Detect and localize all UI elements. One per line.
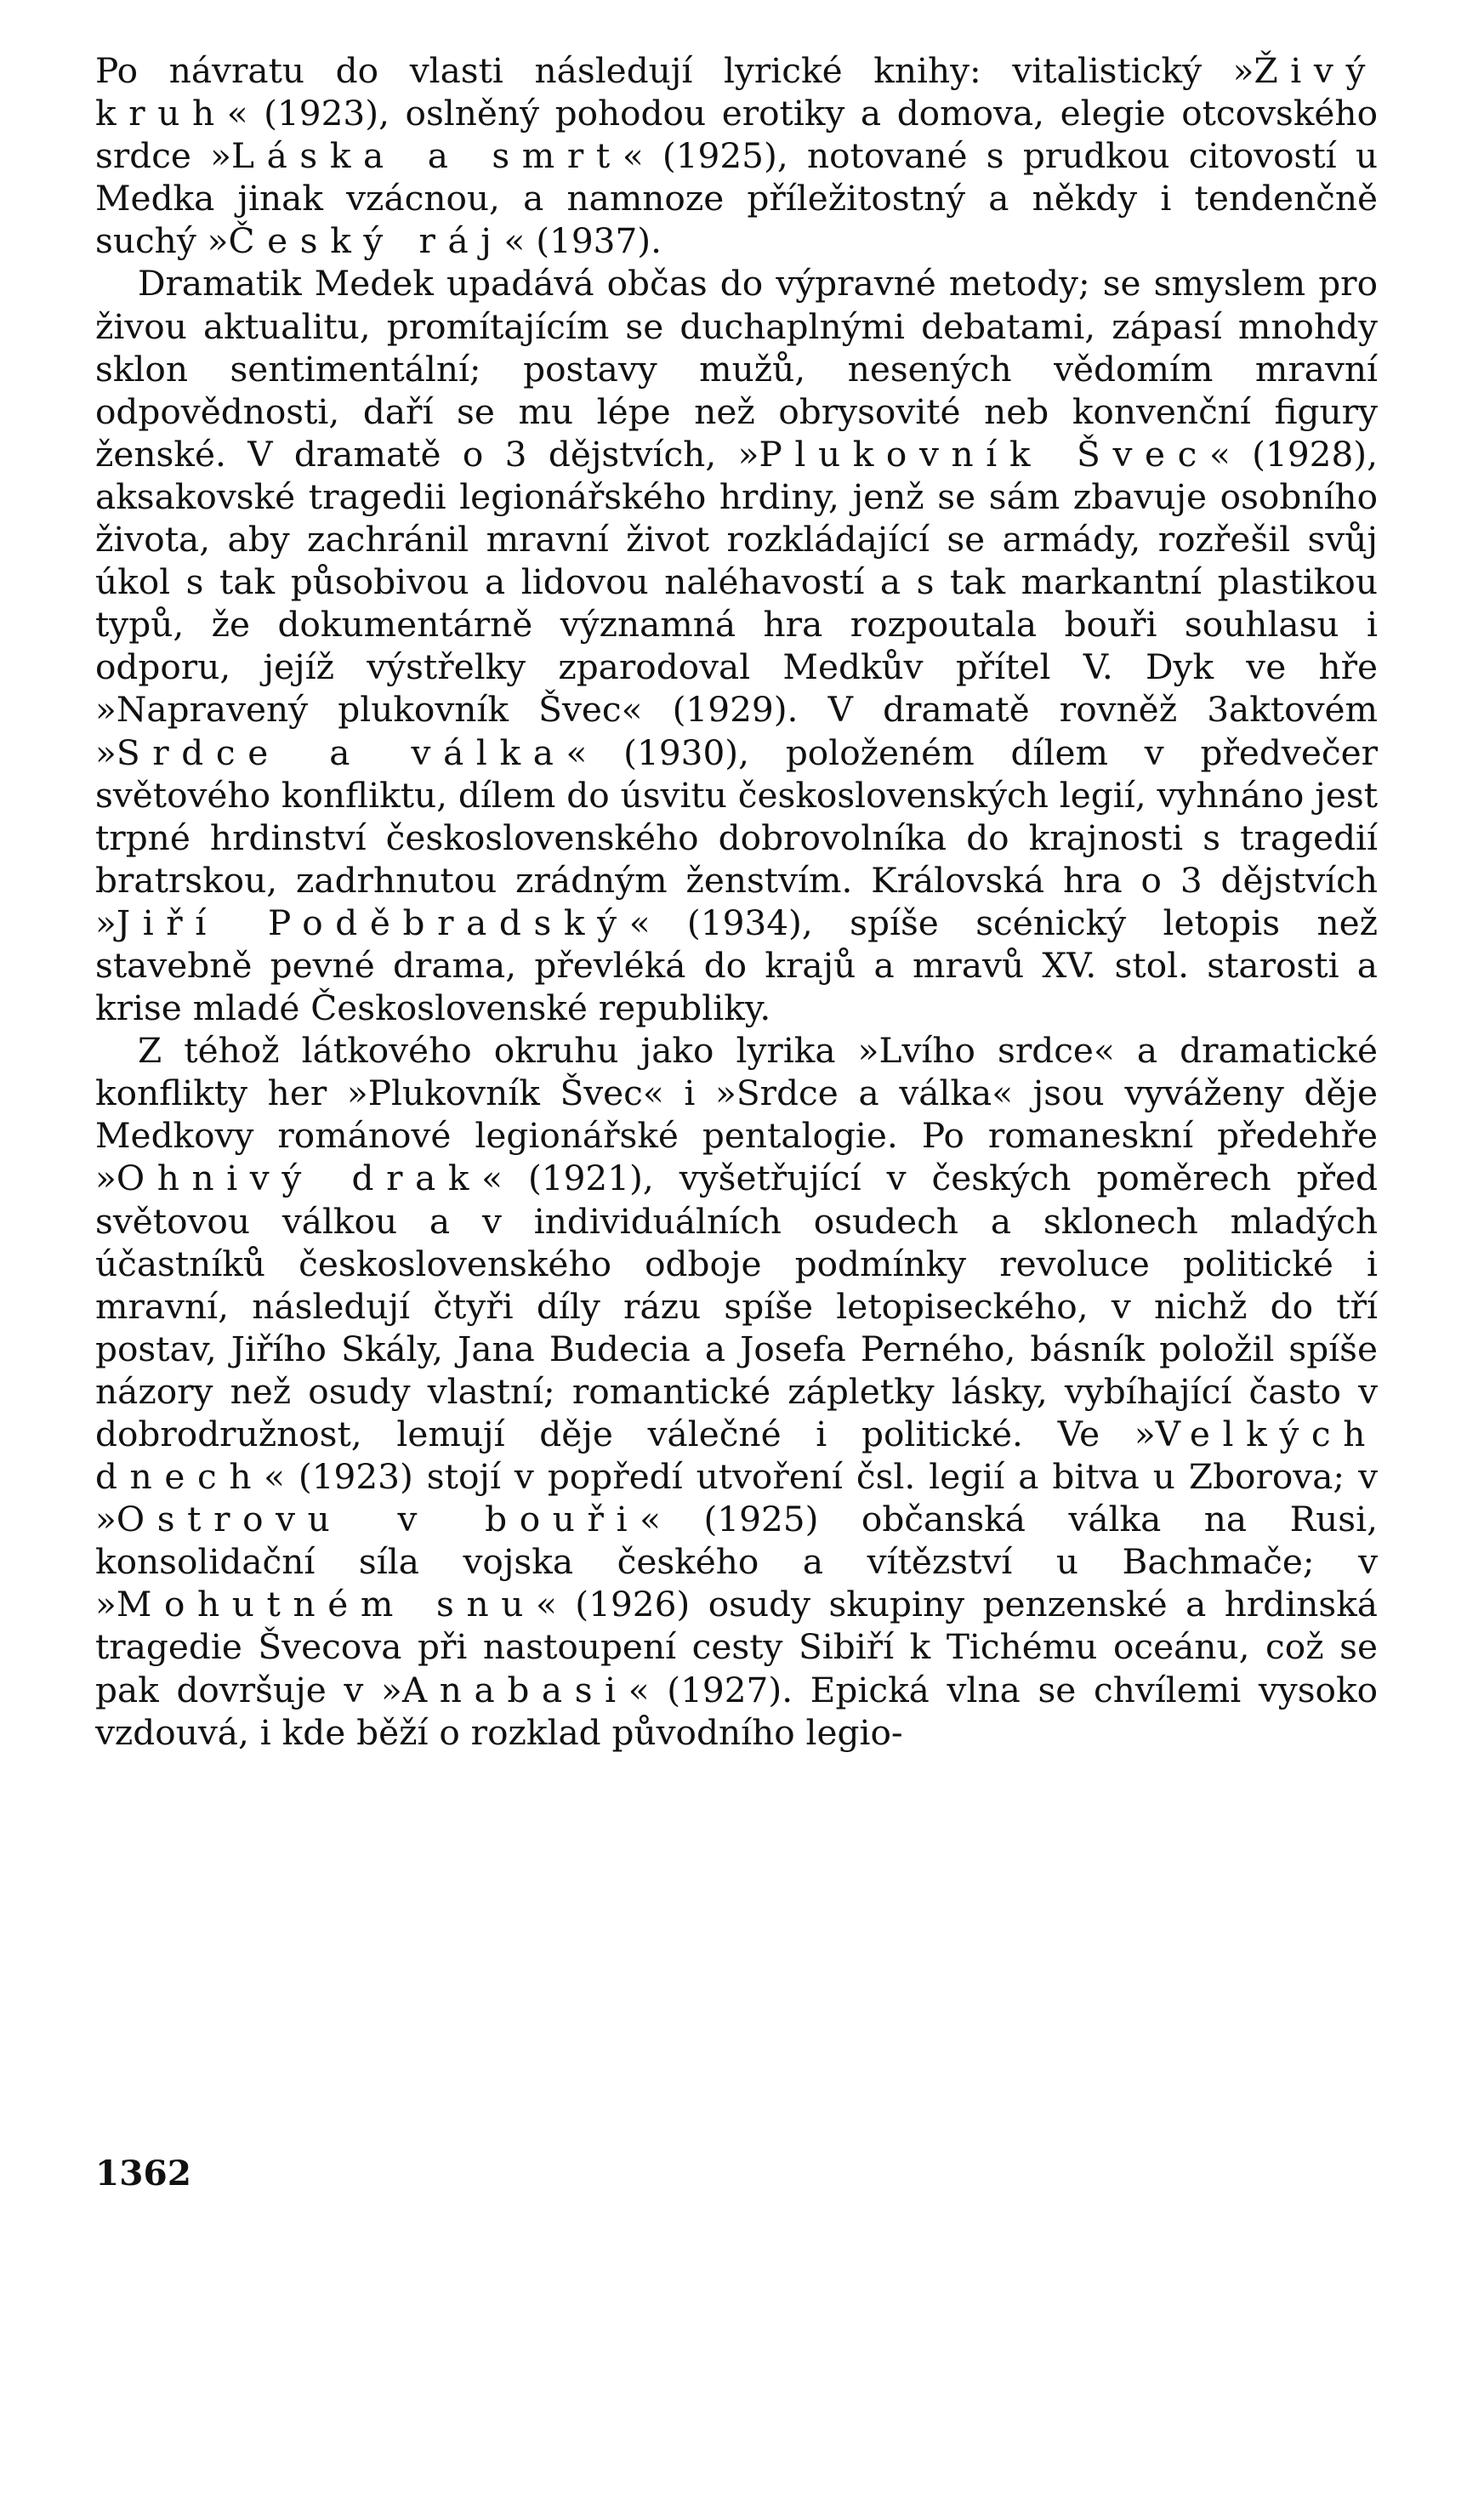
paragraph-3 [95,1029,1378,1754]
text-run: « (1923), oslněný pohodou erotiky a domova, elegie otcovského srdce » [95,93,1378,177]
text-run: « (1921), vyšetřující v českých poměrech před světovou válkou a v individuálních osudech a sklonech mladých účastníků československého odboje podmínky revoluce politické i mravní, následují čtyři díly rázu spíše letopiseckého, v nichž do tří postav, Jiřího Skály, Jana Budecia a Josefa Perného, básník položil spíše názory než osudy vlastní; romantické zápletky lásky, vybíhající často v dobrodružnost, lemují děje válečné i politické. Ve » [95,1158,1378,1454]
text-run: Dramatik Medek upadává občas do výpravné metody; se smyslem pro živou aktualitu, promítajícím se duchaplnými debatami, zápasí mnohdy sklon sentimentální; postavy mužů, nesených vědomím mravní odpovědnosti, daří se mu lépe než obrysovité neb konvenční figury ženské. V dramatě o 3 dějstvích, » [95,263,1378,475]
spaced-title: Mohutném snu [116,1584,536,1625]
text-run: « (1927). Epická vlna se chvílemi vysoko vzdouvá, i kde běží o rozklad původního legio- [95,1669,1379,1753]
text-run: « (1937). [503,220,662,262]
text-run: « (1923) stojí v popředí utvoření čsl. legií a bitva u Zborova; v » [95,1456,1378,1540]
spaced-title: Velkých dnech [95,1414,1378,1498]
spaced-title: Srdce a válka [116,731,566,773]
text-run: « (1934), spíše scénický letopis než stavebně pevné drama, převléká do krajů a mravů XV. stol. starosti a krise mladé Československé republiky. [95,902,1378,1029]
page-body [95,49,1378,1754]
paragraph-1 [95,49,1378,262]
text-run: Z téhož látkového okruhu jako lyrika »Lvího srdce« a dramatické konflikty her »Plukovník Švec« i »Srdce a válka« jsou vyváženy děje Medkovy románové legionářské pentalogie. Po romaneskní předehře » [95,1030,1378,1199]
page-number: 1362 [95,2153,191,2194]
text-run: Po návratu do vlasti následují lyrické knihy: vitalistický » [95,50,1254,91]
text-run: « (1926) osudy skupiny penzenské a hrdinská tragedie Švecova při nastoupení cesty Sibiří k Tichému oceánu, což se pak dovršuje v » [95,1584,1378,1710]
spaced-title: Český ráj [228,220,504,262]
spaced-title: Živý kruh [95,50,1378,134]
spaced-title: Jiří Poděbradský [116,902,629,943]
spaced-title: Láska a smrt [231,135,623,177]
spaced-title: Anabasi [401,1669,628,1710]
paragraph-2 [95,262,1378,1029]
spaced-title: Plukovník Švec [759,433,1209,475]
text-run: « (1925), notované s prudkou citovostí u Medka jinak vzácnou, a namnoze příležitostný a někdy i tendenčně suchý » [95,135,1378,262]
text-run: « (1928), aksakovské tragedii legionářského hrdiny, jenž se sám zbavuje osobního života, aby zachránil mravní život rozkládající se armády, rozřešil svůj úkol s tak působivou a lidovou naléhavostí a s tak markantní plastikou typů, že dokumentárně významná hra rozpoutala bouři souhlasu i odporu, jejíž výstřelky zparodoval Medkův přítel V. Dyk ve hře »Napravený plukovník Švec« (1929). V dramatě rovněž 3aktovém » [95,433,1379,773]
spaced-title: Ostrovu v bouři [116,1499,640,1540]
text-run: « (1930), položeném dílem v předvečer světového konfliktu, dílem do úsvitu československých legií, vyhnáno jest trpné hrdinství československého dobrovolníka do krajnosti s tragedií bratrskou, zadrhnutou zrádným ženstvím. Královská hra o 3 dějstvích » [95,731,1378,943]
text-run: « (1925) občanská válka na Rusi, konsolidační síla vojska českého a vítězství u Bachmače; v » [95,1499,1378,1625]
spaced-title: Ohnivý drak [116,1158,482,1199]
